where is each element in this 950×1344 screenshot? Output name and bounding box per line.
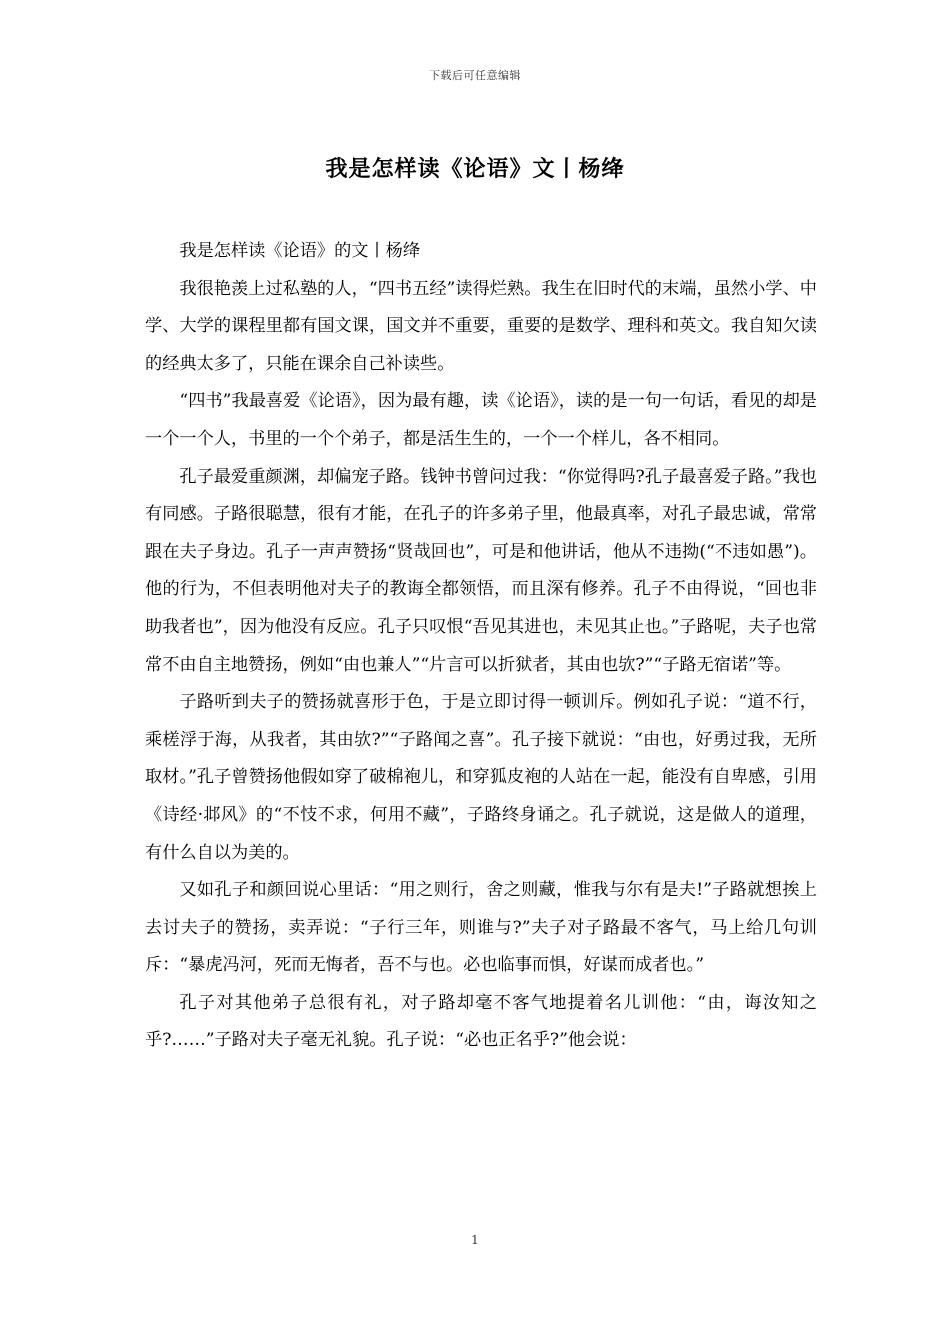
document-title: 我是怎样读《论语》文丨杨绛 xyxy=(325,156,625,182)
document-body xyxy=(145,233,817,1060)
paragraph: 孔子最爱重颜渊，却偏宠子路。钱钟书曾问过我：“你觉得吗?孔子最喜爱子路。”我也有同感。子路很聪慧，很有才能，在孔子的许多弟子里，他最真率，对孔子最忠诚，常常跟在夫子身边。孔子一声声赞扬“贤哉回也”，可是和他讲话，他从不违拗(“不违如愚”)。他的行为，不但表明他对夫子的教诲全都领悟，而且深有修养。孔子不由得说，“回也非助我者也”，因为他没有反应。孔子只叹恨“吾见其进也，未见其止也。”子路呢，夫子也常常不由自主地赞扬，例如“由也兼人”“片言可以折狱者，其由也欤?”“子路无宿诺”等。 xyxy=(145,466,817,675)
paragraph: 孔子对其他弟子总很有礼，对子路却毫不客气地提着名儿训他：“由，诲汝知之乎?……”子路对夫子毫无礼貌。孔子说：“必也正名乎?”他会说： xyxy=(145,992,817,1051)
paragraph: 子路听到夫子的赞扬就喜形于色，于是立即讨得一顿训斥。例如孔子说：“道不行，乘槎浮于海，从我者，其由欤?”“子路闻之喜”。孔子接下就说：“由也，好勇过我，无所取材。”孔子曾赞扬他假如穿了破棉袍儿，和穿狐皮袍的人站在一起，能没有自卑感，引用《诗经·邶风》的“不忮不求，何用不藏”，子路终身诵之。孔子就说，这是做人的道理，有什么自以为美的。 xyxy=(145,692,817,863)
page-number: 1 xyxy=(471,1233,479,1247)
paragraph: 我很艳羡上过私塾的人，“四书五经”读得烂熟。我生在旧时代的末端，虽然小学、中学、大学的课程里都有国文课，国文并不重要，重要的是数学、理科和英文。我自知欠读的经典太多了，只能在课余自己补读些。 xyxy=(145,278,817,374)
paragraph: “四书”我最喜爱《论语》，因为最有趣，读《论语》，读的是一句一句话，看见的却是一个一个人，书里的一个个弟子，都是活生生的，一个一个样儿，各不相同。 xyxy=(145,391,817,449)
page-header: 下载后可任意编辑 xyxy=(429,69,521,82)
paragraph: 又如孔子和颜回说心里话：“用之则行，舍之则藏，惟我与尔有是夫!”子路就想挨上去讨夫子的赞扬，卖弄说：“子行三年，则谁与?”夫子对子路最不客气，马上给几句训斥：“暴虎冯河，死而无悔者，吾不与也。必也临事而惧，好谋而成者也。” xyxy=(145,880,817,976)
paragraph-subtitle: 我是怎样读《论语》的文丨杨绛 xyxy=(179,241,421,261)
